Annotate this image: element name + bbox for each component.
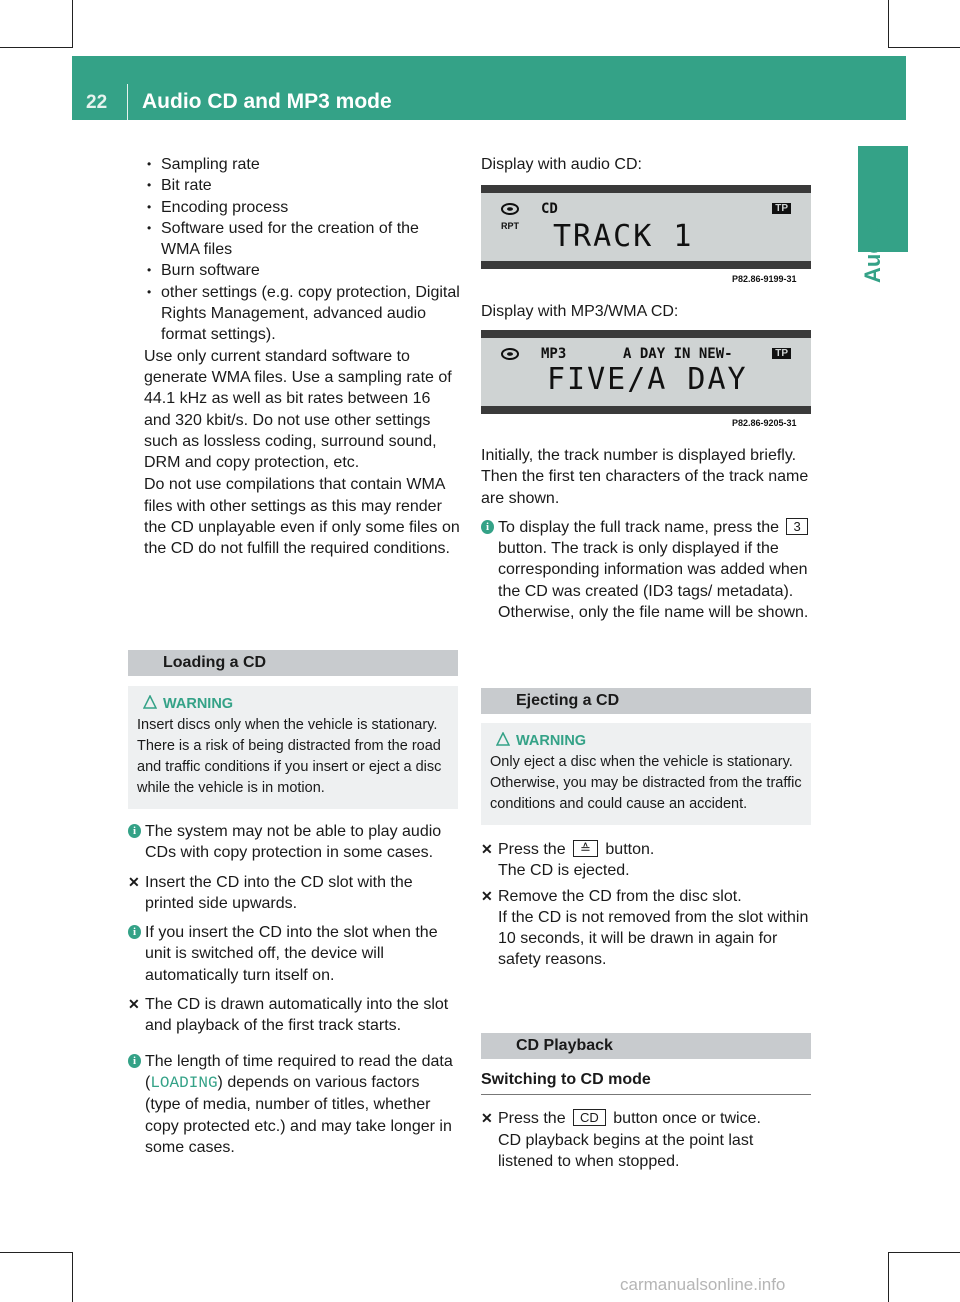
section-header-eject: Ejecting a CD <box>481 688 811 714</box>
bullet-list <box>144 154 460 346</box>
page-number: 22 <box>86 92 108 113</box>
step-arrow-icon: ✕ <box>481 841 493 857</box>
step-arrow-icon: ✕ <box>128 873 140 890</box>
info-text: The length of time required to read the data ( <box>145 1052 453 1091</box>
paragraph: Initially, the track number is displayed briefly. Then the first ten characters of the track name are shown. <box>481 447 809 507</box>
warning-text: Only eject a disc when the vehicle is stationary. Otherwise, you may be distracted from the traffic conditions and could cause an accident. <box>490 754 802 812</box>
crop-mark <box>888 1252 960 1253</box>
loading-display-text: LOADING <box>150 1073 218 1092</box>
list-item: • Software used for the creation of the WMA files <box>144 218 460 261</box>
section-header-playback: CD Playback <box>481 1033 811 1059</box>
figure-code: P82.86-9199-31 <box>732 274 797 284</box>
list-item: • Burn software <box>144 260 460 281</box>
key-3-icon: 3 <box>786 518 807 535</box>
warning-box <box>481 723 811 825</box>
step <box>128 872 458 915</box>
display-audio-label-wrap <box>481 154 811 175</box>
lcd-source: MP3 <box>541 346 567 362</box>
info-text: ) depends on various factors (type of media, number of titles, whether copy protected etc.) and may take longer in some cases. <box>145 1073 452 1156</box>
step <box>481 839 811 860</box>
eject-key-icon: ≙ <box>573 840 598 857</box>
step-arrow-icon: ✕ <box>128 996 140 1013</box>
crop-mark <box>888 47 960 48</box>
display-audio-label: Display with audio CD: <box>481 156 642 173</box>
figure-code: P82.86-9205-31 <box>732 418 797 428</box>
paragraph: Do not use compilations that contain WMA files with other settings as this may render the CD unplayable even if only some files on the CD do not fulfill the required conditions. <box>144 476 460 558</box>
warning-text: Insert discs only when the vehicle is stationary. There is a risk of being distracted from the road and traffic conditions if you insert or eject a disc while the vehicle is in motion. <box>137 717 442 796</box>
crop-mark <box>888 0 889 48</box>
list-item: • Sampling rate <box>144 154 460 175</box>
lcd-display-audio <box>481 185 811 269</box>
lcd-main-text: FIVE/A DAY <box>547 362 748 397</box>
warning-label: WARNING <box>163 696 234 712</box>
info-icon: i <box>128 925 141 939</box>
step-result: The CD is ejected. <box>498 862 630 880</box>
warning-heading <box>490 731 802 752</box>
lcd-display-mp3 <box>481 330 811 414</box>
warning-triangle-icon <box>496 732 510 746</box>
info-icon: i <box>128 824 141 838</box>
section-header-loading: Loading a CD <box>128 650 458 676</box>
info-note <box>128 821 458 864</box>
step-text: Insert the CD into the CD slot with the printed side upwards. <box>145 873 413 912</box>
step-text: Press the <box>498 1110 566 1128</box>
lcd-scroll-text: A DAY IN NEW- <box>623 346 733 362</box>
list-item: • other settings (e.g. copy protection, Digital Rights Management, advanced audio format settings). <box>144 282 460 346</box>
disc-icon <box>501 203 519 215</box>
info-icon: i <box>481 520 494 534</box>
loading-section <box>128 650 458 1158</box>
step-result: If the CD is not removed from the slot within 10 seconds, it will be drawn in again for safety reasons. <box>498 908 809 969</box>
step <box>481 886 811 907</box>
subheading-switch: Switching to CD mode <box>481 1069 811 1095</box>
step-text: Press the <box>498 841 566 858</box>
disc-icon <box>501 348 519 360</box>
info-text: The system may not be able to play audio CDs with copy protection in some cases. <box>145 823 442 862</box>
crop-mark <box>888 1252 889 1302</box>
warning-label: WARNING <box>516 733 587 749</box>
lcd-rpt-indicator: RPT <box>501 221 519 231</box>
warning-box <box>128 686 458 809</box>
display-mp3-label: Display with MP3/WMA CD: <box>481 303 679 320</box>
eject-section <box>481 688 811 971</box>
info-text: button. The track is only displayed if the corresponding information was added when the CD was created (ID3 tags/ metadata). Otherwise, only the file name will be shown. <box>498 540 809 622</box>
page-title: Audio CD and MP3 mode <box>142 90 392 113</box>
warning-triangle-icon <box>143 695 157 709</box>
step-text: button once or twice. <box>613 1110 761 1128</box>
crop-mark <box>0 1252 72 1253</box>
info-text: If you insert the CD into the slot when the unit is switched off, the device will automatically turn itself on. <box>145 924 438 984</box>
lcd-tp-indicator: TP <box>772 348 791 359</box>
paragraph: Use only current standard software to generate WMA files. Use a sampling rate of 44.1 kHz as well as bit rates between 16 and 320 kbit/s. Do not use other settings such as lossless coding, surround sound, DRM and copy protection, etc. <box>144 347 452 472</box>
step-text: The CD is drawn automatically into the slot and playback of the first track starts. <box>145 996 449 1035</box>
step-text: button. <box>605 841 655 858</box>
side-tab-label: Audio <box>860 220 885 283</box>
step-arrow-icon: ✕ <box>481 887 493 904</box>
list-item: • Encoding process <box>144 197 460 218</box>
info-note <box>128 922 458 986</box>
info-icon: i <box>128 1054 141 1068</box>
warning-heading <box>137 694 449 715</box>
display-mp3-label-wrap <box>481 301 811 322</box>
playback-section <box>481 1033 811 1172</box>
lcd-main-text: TRACK 1 <box>553 219 694 254</box>
crop-mark <box>72 1252 73 1302</box>
left-column <box>144 154 460 560</box>
crop-mark <box>72 0 73 48</box>
step-arrow-icon: ✕ <box>481 1110 493 1127</box>
crop-mark <box>0 47 72 48</box>
right-text-block <box>481 445 813 623</box>
step-text: Remove the CD from the disc slot. <box>498 887 742 905</box>
info-note <box>128 1051 458 1158</box>
step <box>481 1108 811 1129</box>
info-note <box>481 517 813 623</box>
info-text: To display the full track name, press the <box>498 518 780 536</box>
step <box>128 994 458 1037</box>
lcd-source: CD <box>541 201 558 217</box>
header-divider <box>127 84 128 120</box>
lcd-tp-indicator: TP <box>772 203 791 214</box>
watermark: carmanualsonline.info <box>620 1275 786 1294</box>
list-item: • Bit rate <box>144 175 460 196</box>
step-result: CD playback begins at the point last listened to when stopped. <box>498 1131 754 1170</box>
cd-key-icon: CD <box>573 1109 606 1126</box>
